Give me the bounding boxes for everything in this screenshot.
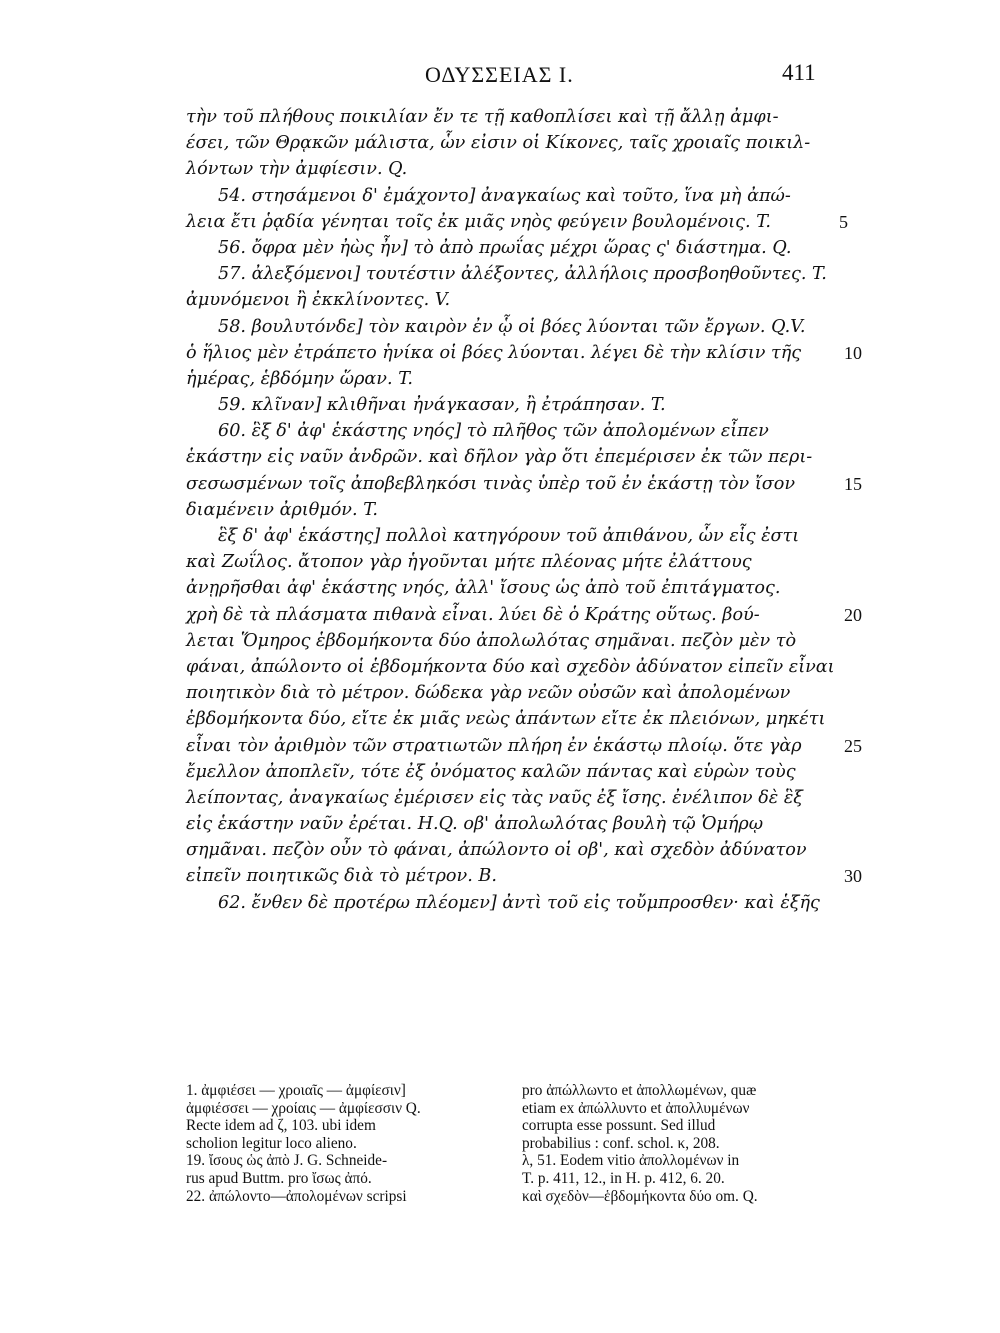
text-line: [186, 104, 826, 130]
text-line-content: εἰπεῖν ποιητικῶς διὰ τὸ μέτρον. B.: [186, 866, 497, 887]
text-line: [186, 183, 826, 209]
text-line: [186, 392, 826, 418]
text-line: [186, 130, 826, 156]
page-header: [0, 60, 1000, 90]
text-line-content: λεται Ὅμηρος ἑβδομήκοντα δύο ἀπολωλότας σημᾶναι. πεζὸν μὲν τὸ: [186, 630, 797, 651]
text-line-content: 54. στησάμενοι δ' ἐμάχοντο] ἀναγκαίως καὶ τοῦτο, ἵνα μὴ ἀπώ-: [218, 185, 791, 206]
text-line-content: λόντων τὴν ἀμφίεσιν. Q.: [186, 159, 408, 180]
text-line-content: 62. ἔνθεν δὲ προτέρω πλέομεν] ἀντὶ τοῦ εἰς τοὔμπροσθεν· καὶ ἑξῆς: [218, 892, 820, 913]
text-line-content: 59. κλῖναν] κλιθῆναι ἠνάγκασαν, ἢ ἐτράπησαν. T.: [218, 395, 666, 416]
text-line: [186, 418, 826, 444]
footnote-line: corrupta esse possunt. Sed illud: [522, 1117, 716, 1135]
text-line: [186, 444, 826, 470]
text-line-content: διαμένειν ἀριθμόν. T.: [186, 499, 378, 520]
text-line: [186, 628, 826, 654]
text-line: [186, 733, 862, 759]
text-line: [186, 156, 826, 182]
text-line: [186, 549, 826, 575]
text-line: [186, 654, 835, 680]
footnote-line: T. p. 411, 12., in H. p. 412, 6. 20.: [522, 1169, 725, 1187]
text-line: [186, 497, 826, 523]
text-line: [186, 680, 826, 706]
line-number: 30: [844, 866, 862, 887]
text-line-content: 60. ἓξ δ' ἀφ' ἑκάστης νηός] τὸ πλῆθος τῶν ἀπολομένων εἶπεν: [218, 421, 769, 442]
text-line-content: έσει, τῶν Θρᾳκῶν μάλιστα, ὧν εἰσιν οἱ Κίκονες, ταῖς χροιαῖς ποικιλ-: [186, 133, 811, 154]
text-line-content: ἑκάστην εἰς ναῦν ἀνδρῶν. καὶ δῆλον γὰρ ὅτι ἐπεμέρισεν ἐκ τῶν περι-: [186, 447, 813, 468]
text-line: [186, 706, 826, 732]
text-line: [186, 471, 862, 497]
text-line-content: λεια ἔτι ῥᾳδία γένηται τοῖς ἐκ μιᾶς νηὸς φεύγειν βουλομένοις. T.: [186, 211, 771, 232]
text-line-content: ὁ ἥλιος μὲν ἐτράπετο ἡνίκα οἱ βόες λύονται. λέγει δὲ τὴν κλίσιν τῆς: [186, 342, 802, 363]
text-line-content: ἑβδομήκοντα δύο, εἴτε ἐκ μιᾶς νεὼς ἁπάντων εἴτε ἐκ πλειόνων, μηκέτι: [186, 709, 826, 730]
line-number: 25: [844, 735, 862, 756]
line-number: 15: [844, 473, 862, 494]
footnotes-right-column: [522, 1082, 828, 1205]
text-line-content: εἶναι τὸν ἀριθμὸν τῶν στρατιωτῶν πλήρη ἐν ἑκάστῳ πλοίῳ. ὅτε γὰρ: [186, 735, 802, 756]
footnote-line: scholion legitur loco alieno.: [186, 1134, 357, 1152]
text-line: [186, 785, 826, 811]
text-line-content: λείποντας, ἀναγκαίως ἐμέρισεν εἰς τὰς ναῦς ἐξ ἴσης. ἐνέλιπον δὲ ἓξ: [186, 787, 803, 808]
line-number: 10: [844, 342, 862, 363]
footnote-line: 1. ἀμφιέσει — χροιαῖς — ἀμφίεσιν]: [186, 1082, 406, 1099]
text-line-content: ἡμέρας, ἑβδόμην ὥραν. T.: [186, 368, 413, 389]
footnote-line: ἀμφιέσσει — χροίαις — ἀμφίεσσιν Q.: [186, 1099, 421, 1117]
text-line: [186, 837, 826, 863]
line-number: 5: [839, 211, 848, 232]
text-line-content: εἰς ἑκάστην ναῦν ἐρέται. H.Q. οβ' ἀπολωλότας βουλὴ τῷ Ὁμήρῳ: [186, 814, 764, 835]
text-line: [186, 863, 862, 889]
line-number: 20: [844, 604, 862, 625]
text-line-content: 56. ὄφρα μὲν ἠὼς ἦν] τὸ ἀπὸ πρωΐας μέχρι ὥρας ς' διάστημα. Q.: [218, 237, 792, 258]
footnote-line: 19. ἴσους ὡς ἀπὸ J. G. Schneide-: [186, 1152, 388, 1170]
text-line-content: σημᾶναι. πεζὸν οὖν τὸ φάναι, ἀπώλοντο οἱ οβ', καὶ σχεδὸν ἀδύνατον: [186, 840, 807, 861]
footnote-line: pro ἀπώλλωντο et ἀπολλωμένων, quæ: [522, 1082, 757, 1099]
text-line-content: σεσωσμένων τοῖς ἀποβεβληκόσι τινὰς ὑπὲρ τοῦ ἐν ἑκάστῃ τὸν ἴσον: [186, 473, 796, 494]
text-line-content: ἔμελλον ἀποπλεῖν, τότε ἐξ ὀνόματος καλῶν πάντας καὶ εὑρὼν τοὺς: [186, 761, 796, 782]
page-number: 411: [782, 60, 816, 85]
text-line-content: χρὴ δὲ τὰ πλάσματα πιθανὰ εἶναι. λύει δὲ ὁ Κράτης οὕτως. βού-: [186, 604, 760, 625]
running-title: ΟΔΥΣΣΕΙΑΣ Ι.: [425, 62, 574, 87]
footnote-line: probabilius : conf. schol. κ, 208.: [522, 1134, 720, 1152]
text-line: [186, 366, 826, 392]
text-line-content: ποιητικὸν διὰ τὸ μέτρον. δώδεκα γὰρ νεῶν οὐσῶν καὶ ἀπολομένων: [186, 683, 791, 704]
text-line-content: καὶ Ζωΐλος. ἄτοπον γὰρ ἡγοῦνται μήτε πλέονας μήτε ἐλάττους: [186, 552, 752, 573]
text-line: [186, 287, 826, 313]
text-line: [186, 523, 826, 549]
text-line-content: ἓξ δ' ἀφ' ἑκάστης] πολλοὶ κατηγόρουν τοῦ ἀπιθάνου, ὧν εἷς ἐστι: [218, 526, 800, 546]
footnote-line: rus apud Buttm. pro ἴσως ἀπό.: [186, 1169, 372, 1187]
text-line: [186, 811, 826, 837]
text-line-content: φάναι, ἀπώλοντο οἱ ἑβδομήκοντα δύο καὶ σχεδὸν ἀδύνατον εἰπεῖν εἶναι: [186, 656, 835, 677]
text-line-content: τὴν τοῦ πλήθους ποικιλίαν ἔν τε τῇ καθοπλίσει καὶ τῇ ἄλλῃ ἀμφι-: [186, 107, 779, 127]
text-line: [186, 759, 826, 785]
text-line: [186, 575, 826, 601]
footnote-line: λ, 51. Eodem vitio ἀπολλομένων in: [522, 1152, 740, 1170]
text-line-content: 58. βουλυτόνδε] τὸν καιρὸν ἐν ᾧ οἱ βόες λύονται τῶν ἔργων. Q.V.: [218, 316, 806, 337]
footnote-line: Recte idem ad ζ, 103. ubi idem: [186, 1117, 376, 1135]
footnote-line: etiam ex ἀπώλλυντο et ἀπολλυμένων: [522, 1099, 750, 1117]
text-line: [186, 314, 826, 340]
text-line-content: 57. ἀλεξόμενοι] τουτέστιν ἀλέξοντες, ἀλλήλοις προσβοηθοῦντες. T.: [218, 264, 827, 285]
footnote-line: 22. ἀπώλοντο—ἀπολομένων scripsi: [186, 1187, 407, 1205]
main-text-block: [186, 104, 862, 916]
text-line: [186, 890, 826, 916]
text-line: [186, 261, 826, 287]
text-line: [186, 235, 826, 261]
text-line: [186, 209, 848, 235]
footnote-line: καὶ σχεδὸν—ἑβδομήκοντα δύο om. Q.: [522, 1187, 758, 1205]
text-line-content: ἀνῃρῆσθαι ἀφ' ἑκάστης νηός, ἀλλ' ἴσους ὡς ἀπὸ τοῦ ἐπιτάγματος.: [186, 578, 781, 599]
text-line: [186, 340, 862, 366]
text-line-content: ἀμυνόμενοι ἢ ἐκκλίνοντες. V.: [186, 290, 451, 311]
footnotes-left-column: [186, 1082, 498, 1205]
text-line: [186, 602, 862, 628]
